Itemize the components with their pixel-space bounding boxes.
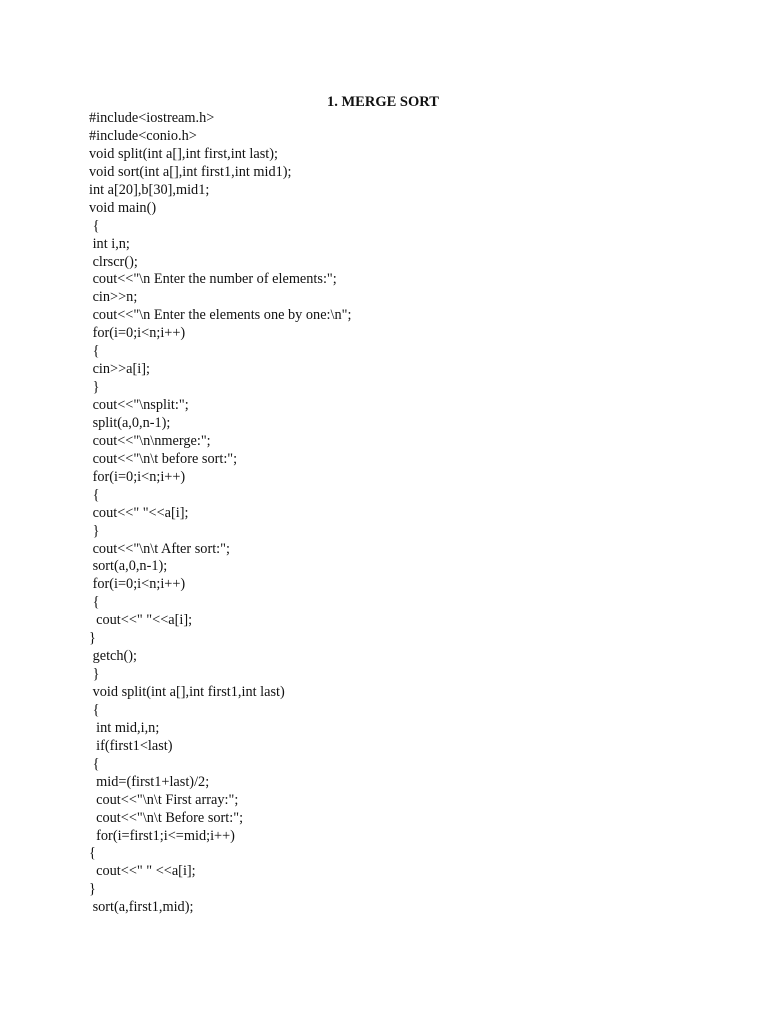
code-line: sort(a,first1,mid); (89, 899, 194, 916)
code-line: void sort(int a[],int first1,int mid1); (89, 163, 292, 180)
code-line: { (89, 594, 100, 611)
code-line: cout<<"\n\nmerge:"; (89, 432, 211, 449)
code-line: mid=(first1+last)/2; (89, 773, 210, 790)
code-line: } (89, 666, 100, 683)
code-line: { (89, 486, 100, 503)
code-line: void split(int a[],int first1,int last) (89, 684, 285, 700)
code-line: cout<<"\n\t before sort:"; (89, 450, 238, 467)
code-line: int mid,i,n; (89, 719, 160, 736)
code-line: clrscr(); (89, 253, 138, 270)
code-line: cout<<"\nsplit:"; (89, 397, 189, 413)
code-line: cout<<"\n Enter the number of elements:"; (89, 271, 337, 288)
code-line: { (89, 755, 100, 772)
code-line: #include<conio.h> (89, 127, 197, 144)
code-line: cin>>n; (89, 289, 138, 306)
code-line: { (89, 845, 96, 862)
code-line: } (89, 379, 100, 396)
code-line: int a[20],b[30],mid1; (89, 181, 210, 198)
code-listing (89, 110, 351, 917)
code-line: void split(int a[],int first,int last); (89, 145, 279, 162)
code-line: #include<iostream.h> (89, 110, 215, 126)
code-line: { (89, 701, 100, 718)
code-line: cout<<"\n\t Before sort:"; (89, 809, 244, 826)
document-title: 1. MERGE SORT (327, 94, 439, 110)
code-line: if(first1<last) (89, 737, 173, 754)
code-line: { (89, 343, 100, 360)
code-line: cout<<" " <<a[i]; (89, 863, 196, 880)
code-line: cout<<" "<<a[i]; (89, 504, 189, 521)
code-line: for(i=0;i<n;i++) (89, 325, 186, 342)
code-line: } (89, 630, 96, 647)
code-line: split(a,0,n-1); (89, 414, 171, 431)
code-line: { (89, 217, 100, 234)
code-line: for(i=0;i<n;i++) (89, 468, 186, 485)
code-line: cout<<"\n\t First array:"; (89, 791, 239, 808)
code-line: cin>>a[i]; (89, 361, 150, 378)
code-line: sort(a,0,n-1); (89, 558, 168, 575)
code-line: cout<<"\n\t After sort:"; (89, 540, 230, 557)
code-line: } (89, 881, 96, 898)
code-line: for(i=first1;i<=mid;i++) (89, 827, 235, 844)
code-line: void main() (89, 199, 157, 216)
code-line: getch(); (89, 648, 138, 665)
code-line: for(i=0;i<n;i++) (89, 576, 186, 593)
code-line: } (89, 522, 100, 539)
code-line: cout<<" "<<a[i]; (89, 612, 193, 629)
code-line: int i,n; (89, 235, 130, 252)
code-line: cout<<"\n Enter the elements one by one:\n"; (89, 307, 352, 324)
